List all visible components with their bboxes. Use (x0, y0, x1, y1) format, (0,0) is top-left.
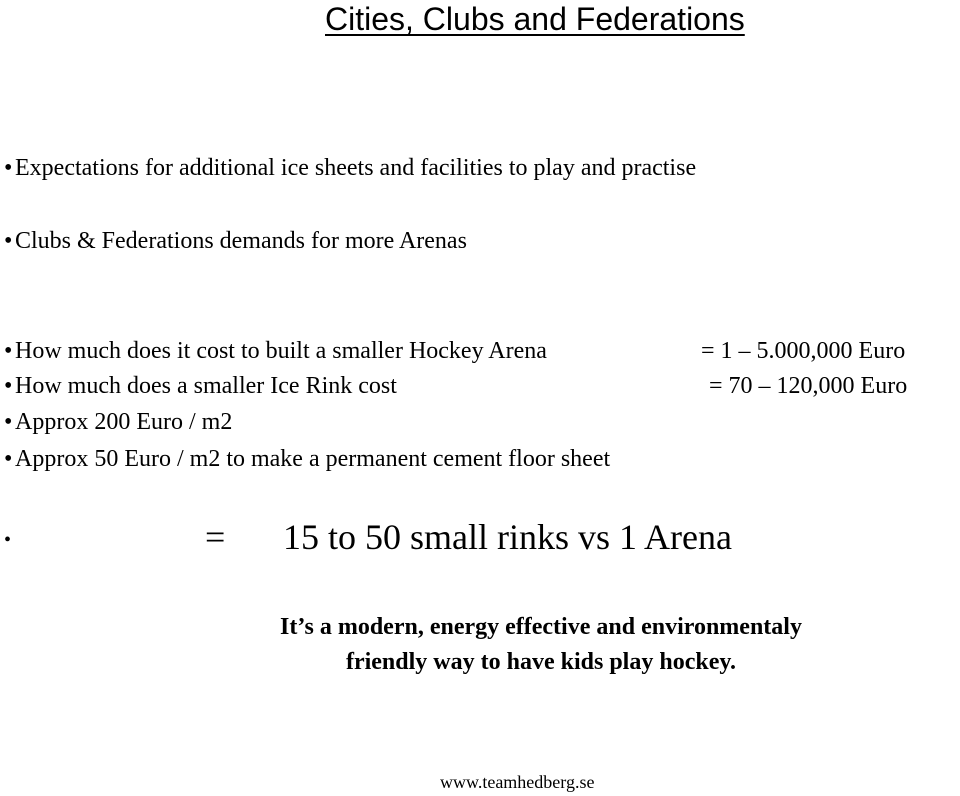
bullet-mark: • (4, 529, 12, 551)
bullet-text: How much does a smaller Ice Rink cost (15, 373, 397, 399)
closing-line-1: It’s a modern, energy effective and environmentaly (280, 614, 802, 640)
bullet-approx-50 (4, 445, 610, 473)
arena-cost-value: = 1 – 5.000,000 Euro (701, 338, 906, 364)
bullet-text: Approx 50 Euro / m2 to make a permanent cement floor sheet (15, 446, 611, 472)
bullet-mark: • (4, 338, 13, 364)
bullet-text: Clubs & Federations demands for more Arenas (15, 228, 467, 254)
bullet-text: Approx 200 Euro / m2 (15, 409, 233, 435)
bullet-mark: • (4, 373, 13, 399)
bullet-mark: • (4, 228, 13, 254)
bullet-demands (4, 227, 467, 255)
bullet-approx-200 (4, 408, 232, 436)
bullet-mark: • (4, 155, 13, 181)
bullet-arena-cost (4, 337, 547, 365)
bullet-text: How much does it cost to built a smaller Hockey Arena (15, 338, 547, 364)
closing-line-2: friendly way to have kids play hockey. (345, 649, 737, 675)
bullet-mark: • (4, 446, 13, 472)
comparison-equals: = (205, 517, 226, 557)
bullet-text: Expectations for additional ice sheets and facilities to play and practise (15, 155, 697, 181)
page-title: Cities, Clubs and Federations (325, 1, 745, 37)
comparison-text: 15 to 50 small rinks vs 1 Arena (283, 517, 732, 557)
footer-url: www.teamhedberg.se (440, 772, 595, 792)
bullet-mark: • (4, 409, 13, 435)
bullet-expectations (4, 154, 696, 182)
bullet-rink-cost (4, 372, 397, 400)
rink-cost-value: = 70 – 120,000 Euro (709, 373, 908, 399)
